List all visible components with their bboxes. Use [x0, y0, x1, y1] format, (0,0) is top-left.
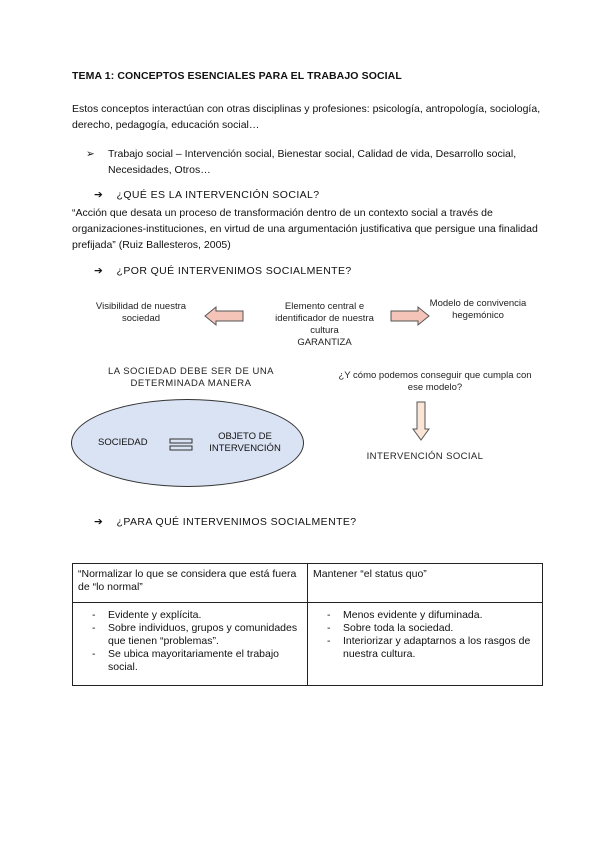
society-must-label: LA SOCIEDAD DEBE SER DE UNA DETERMINADA MANERA: [107, 366, 275, 389]
right-header-cell: Mantener “el status quo”: [308, 564, 543, 603]
left-header-cell: “Normalizar lo que se considera que está fuera de “lo normal”: [73, 564, 308, 603]
question-purpose-text: ¿PARA QUÉ INTERVENIMOS SOCIALMENTE?: [116, 516, 357, 528]
hegemonic-model-label: Modelo de convivencia hegemónico: [429, 298, 527, 321]
bullet-item: [86, 146, 546, 178]
list-item: - Menos evidente y difuminada.: [327, 609, 483, 621]
central-element-label: [262, 301, 387, 349]
equivalence-icon: [169, 436, 193, 454]
list-item: - Se ubica mayoritariamente el trabajo social.: [92, 648, 280, 673]
arrow-icon: ➔: [94, 189, 104, 201]
arrow-icon: ➔: [94, 265, 104, 277]
definition-quote: “Acción que desata un proceso de transformación dentro de un contexto social a través de organizaciones-instituciones, en virtud de una argumentación justificativa que persigue una finalidad prefijada” (Ruiz Ballesteros, 2005): [72, 207, 538, 251]
question-what-heading: [94, 189, 320, 201]
bullet-text: Trabajo social – Intervención social, Bienestar social, Calidad de vida, Desarrollo social, Necesidades, Otros…: [108, 148, 517, 176]
visibility-label: Visibilidad de nuestra sociedad: [95, 301, 187, 324]
society-label: SOCIEDAD: [98, 437, 148, 448]
left-arrow-icon: [204, 305, 244, 327]
purpose-table: [72, 563, 543, 686]
bullet-arrow-icon: ➢: [86, 148, 95, 160]
list-item: - Evidente y explícita.: [92, 609, 202, 621]
right-items-cell: [308, 603, 543, 686]
table-header-row: [73, 564, 543, 603]
guarantee-text: GARANTIZA: [297, 337, 352, 348]
question-why-text: ¿POR QUÉ INTERVENIMOS SOCIALMENTE?: [116, 265, 352, 277]
down-arrow-icon: [412, 401, 430, 441]
question-why-heading: [94, 265, 352, 277]
social-intervention-label: INTERVENCIÓN SOCIAL: [366, 451, 484, 462]
right-arrow-icon: [390, 305, 430, 327]
list-item: - Interiorizar y adaptarnos a los rasgos de nuestra cultura.: [327, 635, 531, 660]
intervention-object-label: OBJETO DE INTERVENCIÓN: [209, 431, 281, 454]
left-items-cell: [73, 603, 308, 686]
page-title: TEMA 1: CONCEPTOS ESENCIALES PARA EL TRABAJO SOCIAL: [72, 70, 402, 82]
question-what-text: ¿QUÉ ES LA INTERVENCIÓN SOCIAL?: [116, 189, 320, 201]
arrow-icon: ➔: [94, 516, 104, 528]
how-question-label: ¿Y cómo podemos conseguir que cumpla con ese modelo?: [338, 370, 532, 393]
question-purpose-heading: [94, 516, 357, 528]
central-element-text: Elemento central e identificador de nuestra cultura: [275, 301, 374, 336]
list-item: - Sobre toda la sociedad.: [327, 622, 454, 634]
table-row: [73, 603, 543, 686]
list-item: - Sobre individuos, grupos y comunidades que tienen “problemas”.: [92, 622, 298, 647]
intro-paragraph: Estos conceptos interactúan con otras disciplinas y profesiones: psicología, antropología, sociología, derecho, pedagogía, educación social…: [72, 103, 541, 131]
